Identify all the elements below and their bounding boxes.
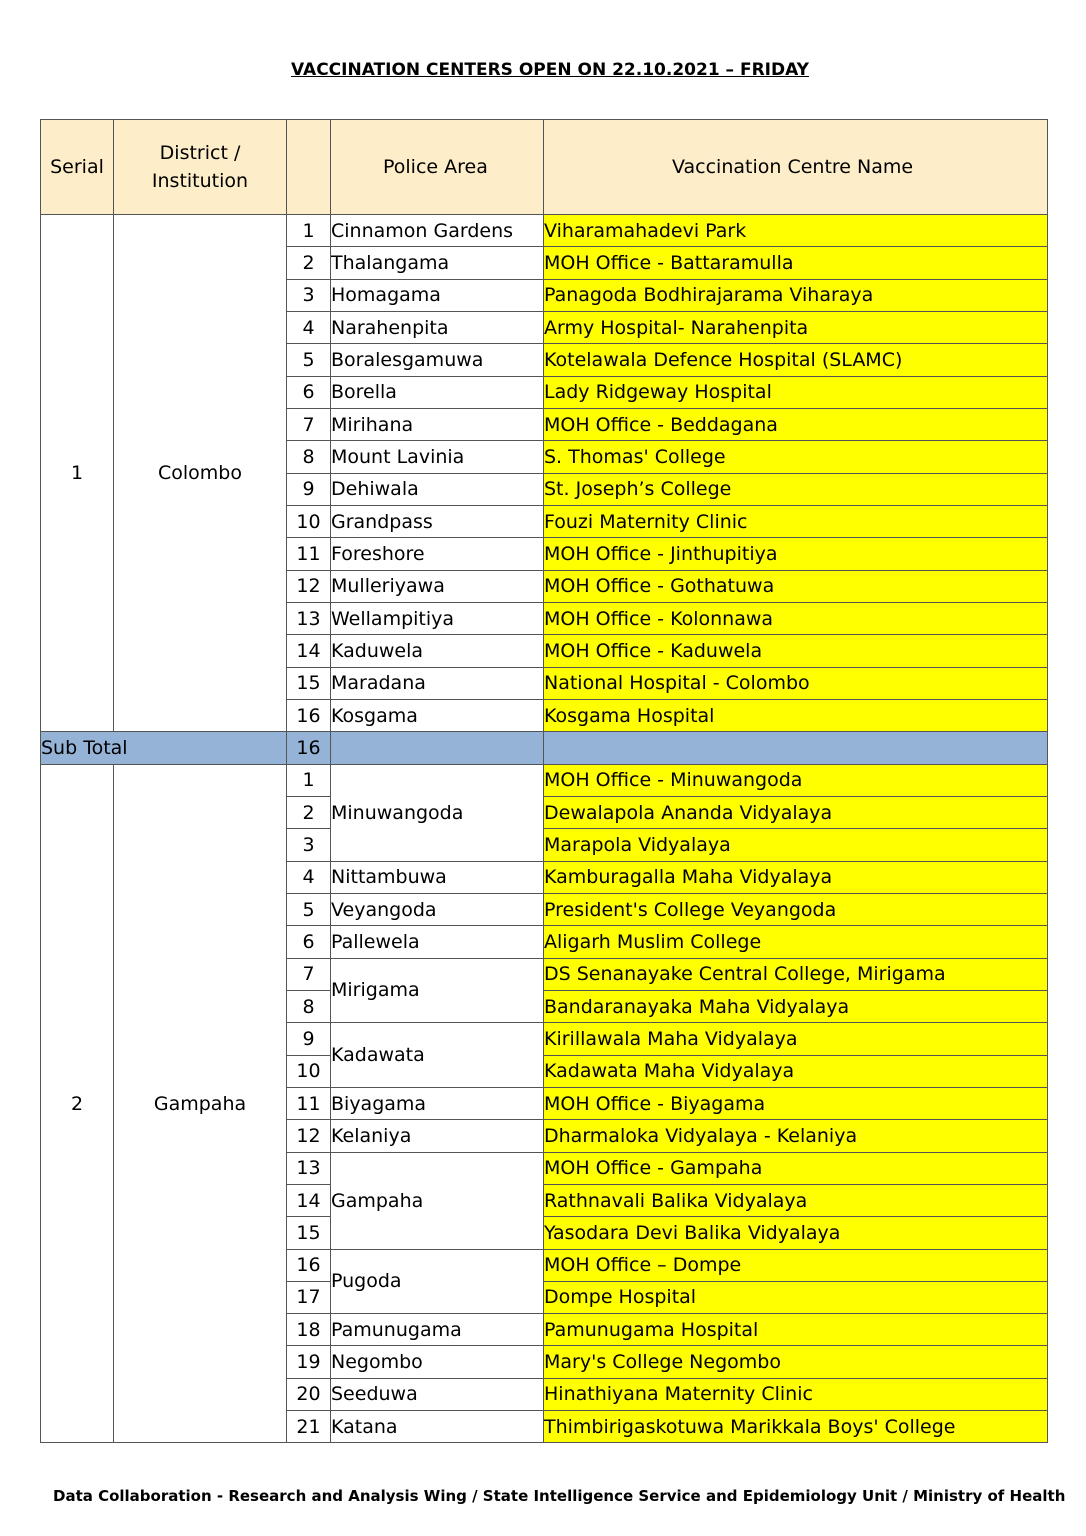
row-number: 15 [287, 667, 331, 699]
serial-cell: 2 [41, 764, 114, 1443]
centre-name-cell: Bandaranayaka Maha Vidyalaya [544, 990, 1048, 1022]
centre-name-cell: Thimbirigaskotuwa Marikkala Boys' College [544, 1411, 1048, 1443]
subtotal-empty-centre [544, 732, 1048, 764]
centre-name-cell: Panagoda Bodhirajarama Viharaya [544, 279, 1048, 311]
row-number: 10 [287, 505, 331, 537]
footer-credit: Data Collaboration - Research and Analysis Wing / State Intelligence Service and Epidemiology Unit / Ministry of Health [53, 1487, 1066, 1505]
subtotal-value: 16 [287, 732, 331, 764]
centre-name-cell: Kosgama Hospital [544, 699, 1048, 731]
row-number: 13 [287, 602, 331, 634]
police-area-cell: Mirihana [331, 408, 544, 440]
row-number: 11 [287, 538, 331, 570]
header-serial: Serial [41, 120, 114, 215]
police-area-cell: Kaduwela [331, 635, 544, 667]
header-centre-name: Vaccination Centre Name [544, 120, 1048, 215]
row-number: 2 [287, 796, 331, 828]
police-area-cell: Minuwangoda [331, 764, 544, 861]
row-number: 6 [287, 926, 331, 958]
centre-name-cell: MOH Office - Beddagana [544, 408, 1048, 440]
header-police-area: Police Area [331, 120, 544, 215]
row-number: 8 [287, 441, 331, 473]
table-row [41, 764, 1048, 796]
police-area-cell: Nittambuwa [331, 861, 544, 893]
row-number: 9 [287, 473, 331, 505]
police-area-cell: Biyagama [331, 1087, 544, 1119]
centre-name-cell: MOH Office - Kaduwela [544, 635, 1048, 667]
row-number: 12 [287, 570, 331, 602]
police-area-cell: Wellampitiya [331, 602, 544, 634]
row-number: 18 [287, 1314, 331, 1346]
row-number: 20 [287, 1378, 331, 1410]
row-number: 11 [287, 1087, 331, 1119]
police-area-cell: Thalangama [331, 247, 544, 279]
police-area-cell: Mount Lavinia [331, 441, 544, 473]
centre-name-cell: Viharamahadevi Park [544, 215, 1048, 247]
row-number: 5 [287, 344, 331, 376]
row-number: 6 [287, 376, 331, 408]
row-number: 10 [287, 1055, 331, 1087]
police-area-cell: Pamunugama [331, 1314, 544, 1346]
subtotal-empty-police [331, 732, 544, 764]
row-number: 17 [287, 1281, 331, 1313]
police-area-cell: Negombo [331, 1346, 544, 1378]
centre-name-cell: MOH Office - Gothatuwa [544, 570, 1048, 602]
police-area-cell: Boralesgamuwa [331, 344, 544, 376]
police-area-cell: Kadawata [331, 1023, 544, 1088]
subtotal-row [41, 732, 1048, 764]
police-area-cell: Pugoda [331, 1249, 544, 1314]
header-district-line1: District / [159, 142, 241, 164]
row-number: 14 [287, 1184, 331, 1216]
subtotal-label: Sub Total [41, 732, 287, 764]
row-number: 4 [287, 861, 331, 893]
centre-name-cell: Kadawata Maha Vidyalaya [544, 1055, 1048, 1087]
serial-cell: 1 [41, 215, 114, 732]
centre-name-cell: Hinathiyana Maternity Clinic [544, 1378, 1048, 1410]
police-area-cell: Mulleriyawa [331, 570, 544, 602]
police-area-cell: Maradana [331, 667, 544, 699]
vaccination-centers-table [40, 119, 1048, 1443]
district-cell: Colombo [114, 215, 287, 732]
centre-name-cell: Marapola Vidyalaya [544, 829, 1048, 861]
centre-name-cell: Kamburagalla Maha Vidyalaya [544, 861, 1048, 893]
centre-name-cell: Lady Ridgeway Hospital [544, 376, 1048, 408]
row-number: 16 [287, 1249, 331, 1281]
centre-name-cell: St. Joseph’s College [544, 473, 1048, 505]
row-number: 3 [287, 279, 331, 311]
centre-name-cell: MOH Office – Dompe [544, 1249, 1048, 1281]
centre-name-cell: Rathnavali Balika Vidyalaya [544, 1184, 1048, 1216]
centre-name-cell: Dompe Hospital [544, 1281, 1048, 1313]
header-district-line2: Institution [151, 170, 249, 192]
row-number: 2 [287, 247, 331, 279]
police-area-cell: Pallewela [331, 926, 544, 958]
row-number: 15 [287, 1217, 331, 1249]
row-number: 19 [287, 1346, 331, 1378]
centre-name-cell: Mary's College Negombo [544, 1346, 1048, 1378]
row-number: 16 [287, 699, 331, 731]
centre-name-cell: Army Hospital- Narahenpita [544, 311, 1048, 343]
row-number: 1 [287, 764, 331, 796]
row-number: 21 [287, 1411, 331, 1443]
table-row [41, 215, 1048, 247]
centre-name-cell: Aligarh Muslim College [544, 926, 1048, 958]
centre-name-cell: President's College Veyangoda [544, 893, 1048, 925]
police-area-cell: Katana [331, 1411, 544, 1443]
row-number: 3 [287, 829, 331, 861]
row-number: 12 [287, 1120, 331, 1152]
centre-name-cell: Kirillawala Maha Vidyalaya [544, 1023, 1048, 1055]
centre-name-cell: National Hospital - Colombo [544, 667, 1048, 699]
row-number: 13 [287, 1152, 331, 1184]
row-number: 1 [287, 215, 331, 247]
centre-name-cell: Yasodara Devi Balika Vidyalaya [544, 1217, 1048, 1249]
centre-name-cell: MOH Office - Jinthupitiya [544, 538, 1048, 570]
centre-name-cell: DS Senanayake Central College, Mirigama [544, 958, 1048, 990]
centre-name-cell: MOH Office - Minuwangoda [544, 764, 1048, 796]
row-number: 4 [287, 311, 331, 343]
police-area-cell: Veyangoda [331, 893, 544, 925]
police-area-cell: Seeduwa [331, 1378, 544, 1410]
police-area-cell: Kosgama [331, 699, 544, 731]
police-area-cell: Foreshore [331, 538, 544, 570]
row-number: 7 [287, 958, 331, 990]
police-area-cell: Grandpass [331, 505, 544, 537]
table-header-row [41, 120, 1048, 215]
centre-name-cell: Kotelawala Defence Hospital (SLAMC) [544, 344, 1048, 376]
police-area-cell: Gampaha [331, 1152, 544, 1249]
header-district [114, 120, 287, 215]
centre-name-cell: Dharmaloka Vidyalaya - Kelaniya [544, 1120, 1048, 1152]
police-area-cell: Narahenpita [331, 311, 544, 343]
police-area-cell: Kelaniya [331, 1120, 544, 1152]
police-area-cell: Mirigama [331, 958, 544, 1023]
row-number: 7 [287, 408, 331, 440]
row-number: 9 [287, 1023, 331, 1055]
centre-name-cell: MOH Office - Biyagama [544, 1087, 1048, 1119]
row-number: 14 [287, 635, 331, 667]
police-area-cell: Cinnamon Gardens [331, 215, 544, 247]
centre-name-cell: MOH Office - Kolonnawa [544, 602, 1048, 634]
header-number [287, 120, 331, 215]
police-area-cell: Borella [331, 376, 544, 408]
police-area-cell: Dehiwala [331, 473, 544, 505]
centre-name-cell: Pamunugama Hospital [544, 1314, 1048, 1346]
centre-name-cell: MOH Office - Battaramulla [544, 247, 1048, 279]
centre-name-cell: MOH Office - Gampaha [544, 1152, 1048, 1184]
row-number: 8 [287, 990, 331, 1022]
police-area-cell: Homagama [331, 279, 544, 311]
district-cell: Gampaha [114, 764, 287, 1443]
centre-name-cell: Fouzi Maternity Clinic [544, 505, 1048, 537]
row-number: 5 [287, 893, 331, 925]
page-title: VACCINATION CENTERS OPEN ON 22.10.2021 – FRIDAY [291, 60, 809, 80]
centre-name-cell: S. Thomas' College [544, 441, 1048, 473]
centre-name-cell: Dewalapola Ananda Vidyalaya [544, 796, 1048, 828]
